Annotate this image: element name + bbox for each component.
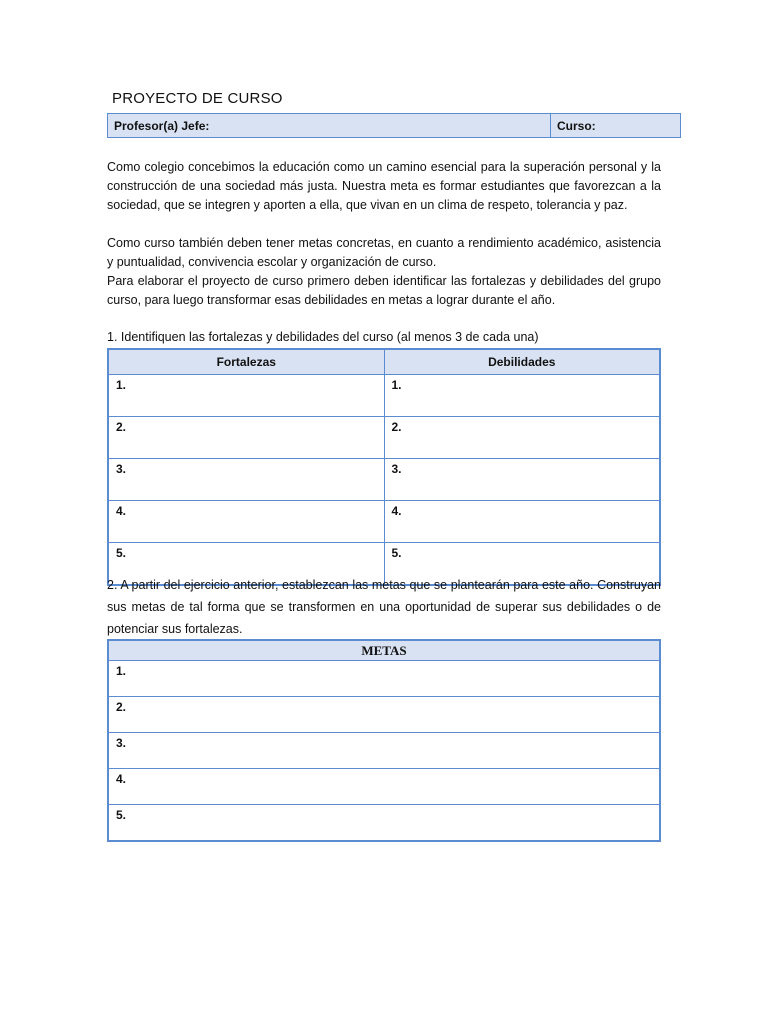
question-1: 1. Identifiquen las fortalezas y debilidades del curso (al menos 3 de cada una) bbox=[107, 330, 539, 344]
debilidades-header: Debilidades bbox=[384, 349, 660, 375]
header-table bbox=[107, 113, 681, 138]
debilidad-cell[interactable]: 1. bbox=[384, 375, 660, 417]
table-row bbox=[108, 417, 660, 459]
page-title: PROYECTO DE CURSO bbox=[112, 90, 283, 107]
table-row bbox=[108, 697, 660, 733]
table-row bbox=[108, 769, 660, 805]
fortaleza-cell[interactable]: 3. bbox=[108, 459, 384, 501]
table-row bbox=[108, 375, 660, 417]
meta-cell[interactable]: 4. bbox=[108, 769, 660, 805]
fortalezas-debilidades-table bbox=[107, 348, 661, 586]
metas-table bbox=[107, 639, 661, 842]
debilidad-cell[interactable]: 3. bbox=[384, 459, 660, 501]
debilidad-cell[interactable]: 4. bbox=[384, 501, 660, 543]
table-row bbox=[108, 661, 660, 697]
fortaleza-cell[interactable]: 1. bbox=[108, 375, 384, 417]
intro-paragraph-2: Como curso también deben tener metas concretas, en cuanto a rendimiento académico, asistencia y puntualidad, convivencia escolar y organización de curso. bbox=[107, 236, 661, 269]
meta-cell[interactable]: 5. bbox=[108, 805, 660, 842]
intro-paragraph-3: Para elaborar el proyecto de curso primero deben identificar las fortalezas y debilidades del grupo curso, para luego transformar esas debilidades en metas a lograr durante el año. bbox=[107, 274, 661, 307]
fortalezas-header: Fortalezas bbox=[108, 349, 384, 375]
meta-cell[interactable]: 2. bbox=[108, 697, 660, 733]
metas-header: METAS bbox=[108, 640, 660, 661]
fortaleza-cell[interactable]: 4. bbox=[108, 501, 384, 543]
curso-cell: Curso: bbox=[551, 114, 681, 138]
fortaleza-cell[interactable]: 2. bbox=[108, 417, 384, 459]
fortaleza-cell[interactable]: 5. bbox=[108, 543, 384, 586]
debilidad-cell[interactable]: 5. bbox=[384, 543, 660, 586]
meta-cell[interactable]: 3. bbox=[108, 733, 660, 769]
table-row bbox=[108, 501, 660, 543]
profesor-jefe-cell: Profesor(a) Jefe: bbox=[108, 114, 551, 138]
intro-paragraph-1: Como colegio concebimos la educación como un camino esencial para la superación personal y la construcción de una sociedad más justa. Nuestra meta es formar estudiantes que favorezcan a la sociedad, que se integren y aporten a ella, que vivan en un clima de respeto, tolerancia y paz. bbox=[107, 160, 661, 212]
meta-cell[interactable]: 1. bbox=[108, 661, 660, 697]
debilidad-cell[interactable]: 2. bbox=[384, 417, 660, 459]
question-2: 2. A partir del ejercicio anterior, establezcan las metas que se plantearán para este año. Construyan sus metas de tal forma que se transformen en una oportunidad de superar sus debilidades o de potenciar sus fortalezas. bbox=[107, 578, 661, 636]
table-row bbox=[108, 733, 660, 769]
table-row bbox=[108, 805, 660, 842]
table-row bbox=[108, 459, 660, 501]
